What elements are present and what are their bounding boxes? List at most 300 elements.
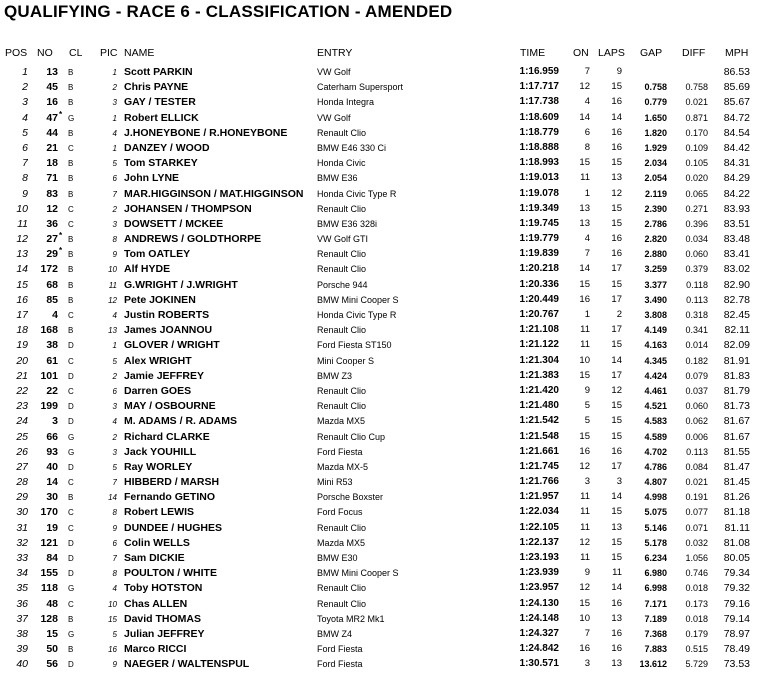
position-in-class-cell: 10: [108, 265, 117, 275]
mph-cell: 82.90: [723, 278, 750, 291]
driver-name-cell: Robert LEWIS: [124, 506, 194, 519]
entry-cell: Ford Fiesta: [317, 446, 363, 457]
position-in-class-cell: 1: [112, 143, 117, 153]
mph-cell: 79.34: [723, 567, 750, 580]
table-row: [0, 142, 764, 157]
class-cell: C: [68, 311, 74, 320]
driver-name-cell: James JOANNOU: [124, 324, 213, 337]
position-cell: 2: [22, 81, 28, 94]
car-number-cell: 21: [46, 141, 58, 154]
class-cell: C: [68, 599, 74, 609]
laps-cell: 15: [611, 536, 622, 548]
on-lap-cell: 3: [584, 476, 590, 488]
gap-cell: 4.149: [644, 325, 667, 336]
on-lap-cell: 11: [580, 324, 590, 336]
on-lap-cell: 7: [584, 66, 590, 77]
diff-cell: 0.071: [685, 522, 708, 533]
diff-cell: 0.037: [685, 385, 708, 396]
mph-cell: 81.47: [723, 460, 750, 473]
mph-cell: 82.09: [723, 339, 750, 352]
entry-cell: Renault Clio: [317, 203, 367, 214]
diff-cell: 0.341: [685, 325, 708, 336]
table-row: [0, 370, 764, 385]
on-lap-cell: 4: [584, 233, 590, 245]
position-in-class-cell: 3: [112, 219, 117, 229]
driver-name-cell: NAEGER / WALTENSPUL: [124, 658, 250, 671]
entry-cell: Renault Clio Cup: [317, 431, 386, 442]
class-cell: B: [68, 159, 74, 169]
class-cell: D: [68, 341, 74, 351]
class-cell: B: [68, 614, 74, 624]
position-cell: 40: [16, 658, 28, 671]
car-number-cell: 47: [46, 111, 58, 124]
laps-cell: 15: [611, 430, 622, 442]
entry-cell: Mazda MX-5: [317, 461, 369, 472]
gap-cell: 3.490: [644, 294, 667, 305]
class-cell: C: [68, 508, 74, 518]
position-in-class-cell: 15: [108, 614, 117, 624]
diff-cell: 0.018: [685, 583, 708, 594]
driver-name-cell: ANDREWS / GOLDTHORPE: [124, 233, 262, 246]
asterisk-marker: *: [59, 231, 63, 241]
diff-cell: 0.396: [685, 218, 708, 229]
table-row: [0, 203, 764, 218]
table-row: [0, 248, 764, 263]
col-header-cl: CL: [69, 47, 83, 59]
lap-time-cell: 1:21.745: [519, 460, 559, 472]
position-in-class-cell: 3: [112, 447, 117, 457]
mph-cell: 83.02: [723, 263, 750, 276]
table-row: [0, 658, 764, 673]
lap-time-cell: 1:22.105: [519, 521, 559, 533]
laps-cell: 14: [611, 491, 622, 503]
position-cell: 21: [16, 369, 28, 382]
laps-cell: 15: [611, 157, 622, 169]
on-lap-cell: 11: [580, 172, 590, 184]
driver-name-cell: Jamie JEFFREY: [124, 369, 204, 382]
diff-cell: 0.170: [685, 127, 708, 138]
table-row: [0, 552, 764, 567]
lap-time-cell: 1:23.193: [519, 552, 559, 563]
diff-cell: 0.271: [685, 203, 708, 214]
driver-name-cell: Jack YOUHILL: [124, 445, 197, 458]
on-lap-cell: 7: [584, 627, 590, 639]
entry-cell: Caterham Supersport: [317, 82, 404, 93]
entry-cell: Porsche 944: [317, 279, 368, 290]
car-number-cell: 168: [40, 324, 58, 337]
on-lap-cell: 3: [584, 658, 590, 670]
position-cell: 38: [16, 627, 28, 640]
laps-cell: 17: [611, 293, 622, 305]
position-in-class-cell: 6: [112, 174, 117, 184]
gap-cell: 5.146: [644, 522, 667, 533]
col-header-gap: GAP: [640, 47, 663, 59]
position-cell: 37: [16, 612, 28, 625]
table-row: [0, 522, 764, 537]
diff-cell: 0.062: [685, 416, 708, 427]
entry-cell: BMW E30: [317, 553, 358, 563]
on-lap-cell: 15: [579, 278, 590, 290]
mph-cell: 81.67: [723, 430, 750, 443]
diff-cell: 0.109: [685, 142, 708, 153]
car-number-cell: 40: [46, 460, 58, 473]
position-in-class-cell: 5: [112, 629, 117, 639]
driver-name-cell: Alf HYDE: [124, 263, 171, 276]
lap-time-cell: 1:17.717: [519, 81, 559, 93]
driver-name-cell: J.HONEYBONE / R.HONEYBONE: [124, 126, 288, 139]
entry-cell: Toyota MR2 Mk1: [317, 613, 385, 624]
mph-cell: 85.69: [723, 81, 750, 94]
mph-cell: 83.41: [723, 248, 750, 261]
gap-cell: 1.650: [644, 112, 667, 123]
diff-cell: 0.379: [685, 264, 708, 275]
table-row: [0, 279, 764, 294]
position-cell: 14: [16, 263, 28, 276]
diff-cell: 0.173: [685, 598, 708, 609]
position-in-class-cell: 1: [112, 341, 117, 351]
position-in-class-cell: 2: [112, 204, 117, 214]
car-number-cell: 29: [46, 248, 58, 261]
driver-name-cell: Darren GOES: [124, 384, 192, 397]
table-row: [0, 218, 764, 233]
on-lap-cell: 5: [584, 415, 590, 427]
position-in-class-cell: 1: [112, 113, 117, 123]
diff-cell: 0.318: [685, 310, 708, 320]
lap-time-cell: 1:21.766: [519, 476, 559, 488]
lap-time-cell: 1:17.738: [519, 96, 559, 108]
col-header-pos: POS: [5, 47, 28, 59]
class-cell: B: [68, 98, 74, 108]
position-in-class-cell: 4: [112, 584, 117, 594]
car-number-cell: 155: [40, 567, 58, 580]
asterisk-marker: *: [59, 246, 63, 256]
diff-cell: 0.191: [685, 492, 708, 503]
mph-cell: 81.79: [723, 384, 750, 397]
car-number-cell: 101: [40, 369, 58, 382]
table-row: [0, 628, 764, 643]
car-number-cell: 118: [41, 582, 58, 595]
position-in-class-cell: 2: [112, 432, 117, 442]
position-cell: 30: [16, 506, 28, 519]
car-number-cell: 18: [46, 157, 58, 170]
diff-cell: 0.018: [685, 613, 708, 624]
entry-cell: VW Golf: [317, 112, 351, 123]
lap-time-cell: 1:19.349: [519, 202, 559, 214]
on-lap-cell: 16: [579, 445, 590, 457]
car-number-cell: 13: [46, 66, 58, 78]
lap-time-cell: 1:30.571: [519, 658, 559, 670]
car-number-cell: 85: [46, 293, 58, 306]
position-cell: 39: [16, 643, 28, 656]
table-row: [0, 491, 764, 506]
gap-cell: 0.779: [644, 97, 667, 108]
entry-cell: BMW Mini Cooper S: [317, 294, 399, 305]
diff-cell: 0.065: [685, 188, 708, 199]
entry-cell: Renault Clio: [317, 127, 367, 138]
entry-cell: BMW E46 330 Ci: [317, 142, 387, 153]
position-in-class-cell: 8: [112, 569, 117, 579]
laps-cell: 11: [612, 567, 622, 579]
entry-cell: Ford Fiesta ST150: [317, 340, 392, 351]
laps-cell: 16: [611, 233, 622, 245]
car-number-cell: 14: [46, 476, 58, 489]
entry-cell: BMW E36 328i: [317, 218, 378, 229]
lap-time-cell: 1:24.842: [519, 643, 559, 655]
driver-name-cell: POULTON / WHITE: [124, 567, 217, 580]
gap-cell: 2.390: [644, 203, 667, 214]
driver-name-cell: HIBBERD / MARSH: [124, 476, 220, 489]
on-lap-cell: 12: [579, 81, 590, 93]
on-lap-cell: 13: [579, 202, 590, 214]
position-in-class-cell: 3: [112, 98, 117, 108]
driver-name-cell: DANZEY / WOOD: [124, 141, 210, 154]
lap-time-cell: 1:24.148: [519, 612, 559, 624]
driver-name-cell: DUNDEE / HUGHES: [124, 521, 223, 534]
on-lap-cell: 11: [580, 552, 590, 563]
lap-time-cell: 1:24.327: [519, 627, 559, 639]
mph-cell: 81.18: [723, 506, 750, 519]
gap-cell: 0.758: [644, 82, 667, 93]
diff-cell: 0.060: [685, 401, 708, 412]
table-row: [0, 233, 764, 248]
classification-table: [0, 66, 764, 674]
mph-cell: 84.31: [723, 157, 750, 170]
position-in-class-cell: 11: [108, 280, 117, 290]
car-number-cell: 36: [46, 217, 58, 230]
on-lap-cell: 11: [580, 339, 590, 351]
entry-cell: VW Golf GTI: [317, 234, 369, 245]
class-cell: G: [68, 113, 75, 123]
diff-cell: 0.021: [685, 97, 708, 108]
table-row: [0, 598, 764, 613]
mph-cell: 79.32: [723, 582, 750, 595]
col-header-mph: MPH: [725, 47, 749, 59]
lap-time-cell: 1:21.480: [519, 400, 559, 412]
entry-cell: Ford Focus: [317, 507, 363, 518]
driver-name-cell: MAR.HIGGINSON / MAT.HIGGINSON: [124, 187, 304, 200]
car-number-cell: 172: [40, 263, 58, 276]
car-number-cell: 66: [46, 430, 58, 443]
lap-time-cell: 1:16.959: [519, 66, 559, 77]
class-cell: D: [68, 462, 74, 472]
position-cell: 4: [22, 111, 28, 124]
class-cell: D: [68, 538, 74, 548]
car-number-cell: 68: [46, 278, 58, 291]
gap-cell: 4.702: [644, 446, 667, 457]
class-cell: G: [68, 629, 75, 639]
position-in-class-cell: 9: [112, 523, 117, 533]
diff-cell: 0.021: [685, 477, 708, 488]
table-header: [0, 47, 764, 61]
laps-cell: 16: [611, 141, 622, 153]
position-in-class-cell: 6: [112, 386, 117, 396]
laps-cell: 16: [611, 96, 622, 108]
driver-name-cell: Justin ROBERTS: [124, 309, 210, 321]
gap-cell: 1.820: [644, 127, 667, 138]
diff-cell: 0.113: [686, 446, 708, 457]
entry-cell: Honda Civic: [317, 158, 366, 169]
lap-time-cell: 1:19.839: [519, 248, 559, 260]
col-header-diff: DIFF: [682, 47, 706, 59]
gap-cell: 1.929: [644, 142, 667, 153]
position-in-class-cell: 6: [112, 538, 117, 548]
lap-time-cell: 1:24.130: [519, 597, 559, 609]
on-lap-cell: 1: [584, 309, 590, 320]
class-cell: B: [68, 68, 74, 77]
gap-cell: 2.880: [644, 249, 667, 260]
car-number-cell: 93: [46, 445, 58, 458]
on-lap-cell: 6: [584, 126, 590, 138]
gap-cell: 7.171: [644, 598, 667, 609]
mph-cell: 79.14: [723, 612, 750, 625]
lap-time-cell: 1:18.609: [519, 111, 559, 123]
mph-cell: 81.91: [723, 354, 750, 367]
driver-name-cell: David THOMAS: [124, 612, 202, 625]
driver-name-cell: JOHANSEN / THOMPSON: [124, 202, 252, 215]
gap-cell: 4.807: [644, 477, 667, 488]
diff-cell: 5.729: [685, 659, 708, 670]
position-cell: 34: [16, 567, 28, 580]
table-row: [0, 461, 764, 476]
lap-time-cell: 1:21.383: [519, 369, 559, 381]
table-row: [0, 109, 764, 127]
lap-time-cell: 1:20.336: [519, 278, 559, 290]
position-cell: 17: [16, 309, 28, 321]
lap-time-cell: 1:22.137: [519, 536, 559, 548]
diff-cell: 0.014: [685, 340, 708, 351]
class-cell: B: [68, 83, 74, 93]
diff-cell: 0.758: [685, 82, 708, 93]
table-row: [0, 415, 764, 430]
mph-cell: 81.67: [723, 415, 750, 428]
on-lap-cell: 10: [579, 354, 590, 366]
page-title: QUALIFYING - RACE 6 - CLASSIFICATION - AMENDED: [4, 2, 453, 21]
gap-cell: 5.075: [644, 507, 667, 518]
asterisk-marker: *: [59, 109, 63, 119]
class-cell: D: [68, 569, 74, 579]
position-cell: 23: [16, 400, 28, 413]
car-number-cell: 45: [46, 81, 58, 94]
laps-cell: 16: [611, 248, 622, 260]
mph-cell: 80.05: [723, 552, 750, 564]
table-row: [0, 294, 764, 309]
entry-cell: Honda Integra: [317, 97, 375, 108]
laps-cell: 2: [616, 309, 622, 320]
mph-cell: 81.11: [724, 521, 750, 534]
laps-cell: 15: [611, 278, 622, 290]
table-row: [0, 324, 764, 339]
lap-time-cell: 1:19.779: [519, 233, 559, 245]
position-in-class-cell: 1: [112, 68, 117, 77]
driver-name-cell: Ray WORLEY: [124, 460, 193, 473]
diff-cell: 0.118: [686, 279, 708, 290]
diff-cell: 0.032: [685, 537, 708, 548]
position-cell: 31: [16, 521, 28, 534]
class-cell: B: [68, 326, 74, 336]
table-row: [0, 537, 764, 552]
lap-time-cell: 1:18.993: [519, 157, 559, 169]
class-cell: B: [68, 280, 74, 290]
driver-name-cell: Colin WELLS: [124, 536, 190, 549]
gap-cell: 7.368: [644, 628, 667, 639]
diff-cell: 0.077: [685, 507, 708, 518]
mph-cell: 84.42: [723, 141, 750, 154]
lap-time-cell: 1:19.013: [519, 172, 559, 184]
driver-name-cell: G.WRIGHT / J.WRIGHT: [124, 278, 238, 291]
laps-cell: 15: [611, 81, 622, 93]
gap-cell: 7.883: [644, 644, 667, 655]
position-cell: 13: [16, 248, 28, 261]
diff-cell: 0.084: [685, 461, 708, 472]
lap-time-cell: 1:19.078: [519, 187, 559, 199]
class-cell: B: [68, 493, 74, 503]
car-number-cell: 4: [52, 309, 58, 321]
class-cell: B: [68, 128, 74, 138]
position-cell: 18: [16, 324, 28, 337]
mph-cell: 84.29: [723, 172, 750, 185]
col-header-time: TIME: [520, 47, 546, 59]
entry-cell: Renault Clio: [317, 249, 367, 260]
position-in-class-cell: 13: [108, 326, 117, 336]
on-lap-cell: 14: [579, 111, 590, 123]
driver-name-cell: M. ADAMS / R. ADAMS: [124, 415, 237, 428]
gap-cell: 13.612: [639, 659, 667, 670]
laps-cell: 16: [611, 445, 622, 457]
on-lap-cell: 9: [584, 384, 590, 396]
table-row: [0, 431, 764, 446]
col-header-on: ON: [573, 47, 589, 59]
mph-cell: 83.48: [723, 233, 750, 246]
laps-cell: 12: [611, 384, 622, 396]
table-row: [0, 355, 764, 370]
on-lap-cell: 12: [579, 460, 590, 472]
gap-cell: 3.259: [644, 264, 667, 275]
diff-cell: 0.871: [685, 112, 708, 123]
position-cell: 35: [16, 582, 28, 595]
position-cell: 11: [17, 217, 28, 230]
diff-cell: 0.034: [685, 234, 708, 245]
gap-cell: 2.054: [644, 173, 667, 184]
entry-cell: Renault Clio: [317, 401, 367, 412]
position-cell: 10: [16, 202, 28, 215]
class-cell: C: [68, 356, 74, 366]
car-number-cell: 170: [40, 506, 58, 519]
on-lap-cell: 7: [584, 248, 590, 260]
gap-cell: 4.786: [644, 461, 667, 472]
driver-name-cell: Sam DICKIE: [124, 552, 185, 564]
entry-cell: Honda Civic Type R: [317, 188, 397, 199]
entry-cell: BMW Z3: [317, 370, 352, 381]
mph-cell: 82.78: [723, 293, 750, 306]
laps-cell: 16: [611, 597, 622, 609]
car-number-cell: 128: [40, 612, 58, 625]
position-in-class-cell: 7: [112, 554, 117, 563]
table-row: [0, 400, 764, 415]
position-cell: 19: [16, 339, 28, 352]
on-lap-cell: 8: [584, 141, 590, 153]
position-cell: 12: [16, 233, 28, 246]
entry-cell: Mazda MX5: [317, 537, 366, 548]
gap-cell: 4.589: [644, 431, 667, 442]
position-in-class-cell: 7: [112, 189, 117, 199]
on-lap-cell: 14: [579, 263, 590, 275]
entry-cell: BMW E36: [317, 173, 358, 184]
car-number-cell: 56: [46, 658, 58, 671]
laps-cell: 13: [611, 612, 622, 624]
class-cell: B: [68, 189, 74, 199]
table-row: [0, 309, 764, 324]
class-cell: C: [68, 204, 74, 214]
